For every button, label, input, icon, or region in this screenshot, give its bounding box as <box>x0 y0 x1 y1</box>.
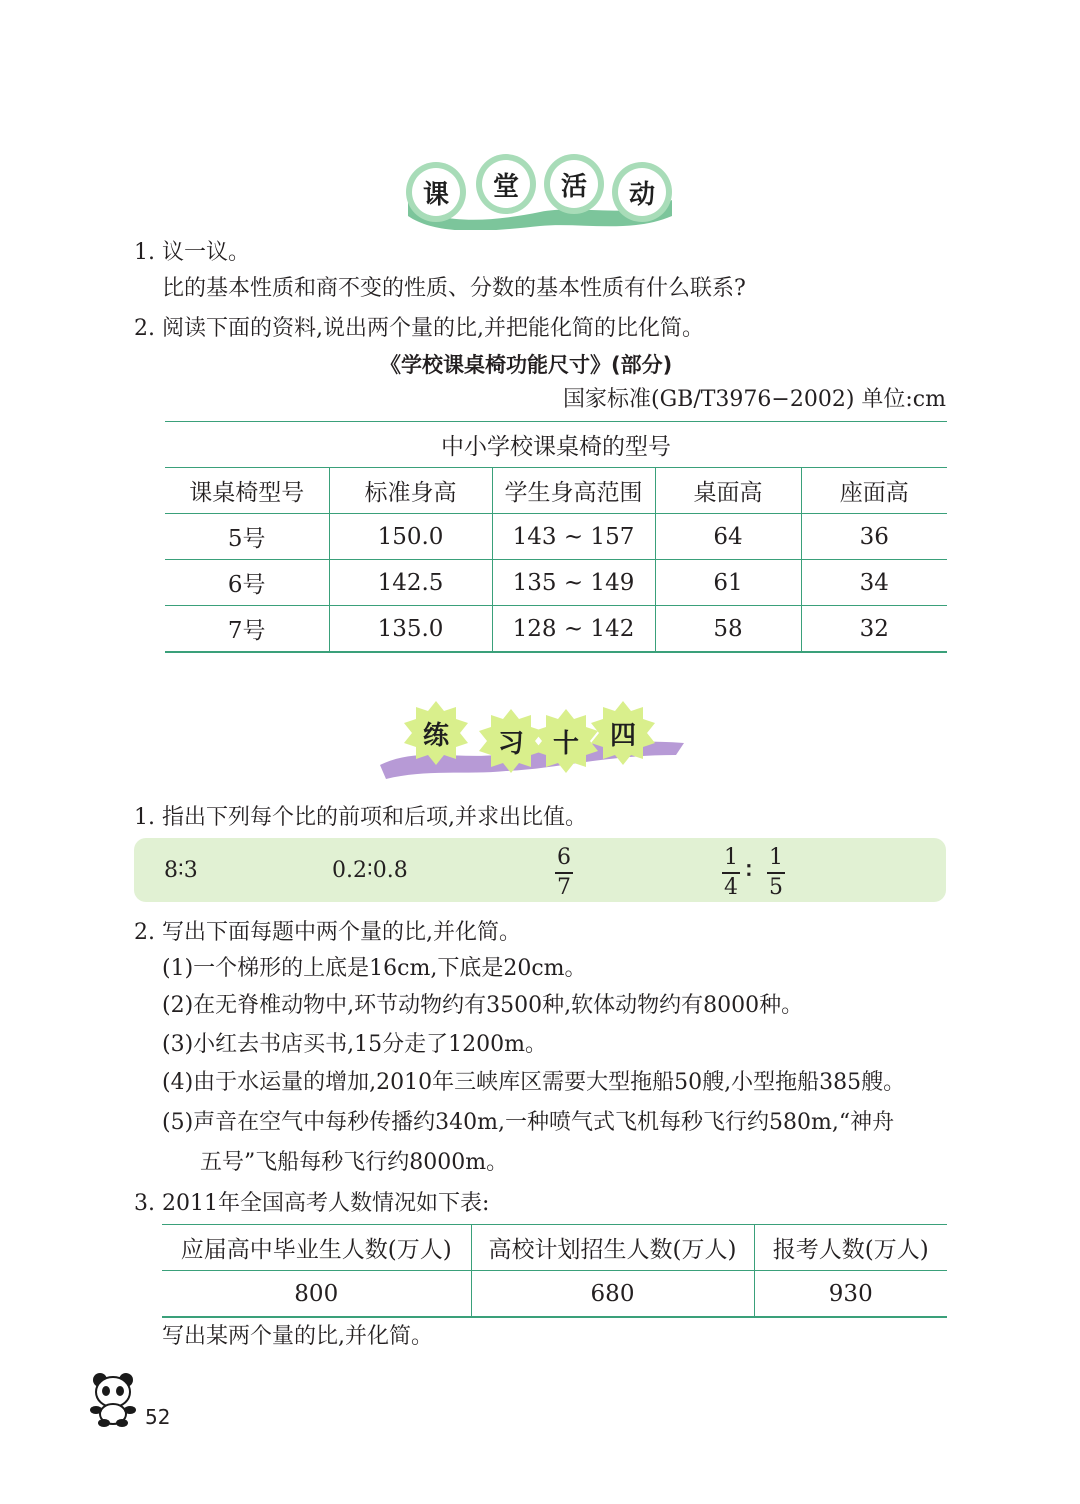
table-cell: 142.5 <box>329 560 492 606</box>
banner-char: 动 <box>628 179 655 210</box>
fraction <box>555 847 573 899</box>
fraction-bar <box>722 872 740 874</box>
exercise-banner <box>376 695 688 785</box>
sub-question: (3)小红去书店买书,15分走了1200m。 <box>162 1032 548 1057</box>
table-caption: 中小学校课桌椅的型号 <box>441 434 671 460</box>
fraction <box>767 847 785 899</box>
sub-question: (1)一个梯形的上底是16cm,下底是20cm。 <box>162 956 587 981</box>
table-cell: 58 <box>655 606 801 653</box>
table-header-row <box>165 468 947 514</box>
table-cell: 143 ~ 157 <box>492 514 655 560</box>
ratio-item: 8∶3 <box>164 858 198 883</box>
question-title: 2. 写出下面每题中两个量的比,并化简。 <box>134 920 521 945</box>
table-cell: 680 <box>471 1271 754 1318</box>
table-header-row <box>162 1225 947 1271</box>
banner-char: 习 <box>497 728 524 759</box>
ratio-item: 0.2∶0.8 <box>332 858 408 883</box>
fraction-denominator: 7 <box>557 874 571 900</box>
sub-question-continued: 五号”飞船每秒飞行约8000m。 <box>200 1150 509 1175</box>
fraction-numerator: 1 <box>724 845 738 870</box>
table-header: 座面高 <box>801 468 947 514</box>
question-footer: 写出某两个量的比,并化简。 <box>162 1324 433 1349</box>
banner-char: 堂 <box>492 171 519 202</box>
banner-char: 十 <box>552 728 579 759</box>
question-title: 1. 指出下列每个比的前项和后项,并求出比值。 <box>134 805 587 830</box>
fraction-bar <box>767 872 785 874</box>
table-row <box>165 560 947 606</box>
question-title: 1. 议一议。 <box>134 240 250 265</box>
panda-icon <box>86 1370 140 1428</box>
sub-question: (4)由于水运量的增加,2010年三峡库区需要大型拖船50艘,小型拖船385艘。 <box>162 1070 906 1095</box>
table-cell: 6号 <box>227 572 266 598</box>
fraction <box>722 847 740 899</box>
table-header: 报考人数(万人) <box>754 1225 947 1271</box>
sub-question: (2)在无脊椎动物中,环节动物约有3500种,软体动物约有8000种。 <box>162 993 804 1018</box>
table-cell: 64 <box>655 514 801 560</box>
exam-table <box>162 1224 947 1318</box>
table-row <box>162 1271 947 1318</box>
table-cell: 36 <box>801 514 947 560</box>
fraction-bar <box>555 872 573 874</box>
fraction-numerator: 6 <box>557 845 571 870</box>
fraction-denominator: 5 <box>769 874 783 900</box>
table-cell: 32 <box>801 606 947 653</box>
desk-size-table <box>165 421 947 653</box>
table-header: 应届高中毕业生人数(万人) <box>180 1237 452 1263</box>
banner-char: 四 <box>609 720 636 751</box>
table-cell: 128 ~ 142 <box>492 606 655 653</box>
table-cell: 34 <box>801 560 947 606</box>
table-header: 课桌椅型号 <box>189 480 305 506</box>
ratio-colon: ∶ <box>746 858 752 884</box>
banner-char: 练 <box>422 720 449 751</box>
table-header: 桌面高 <box>655 468 801 514</box>
table-caption-row <box>165 422 947 468</box>
table-cell: 150.0 <box>329 514 492 560</box>
table-cell: 135 ~ 149 <box>492 560 655 606</box>
table-header: 标准身高 <box>329 468 492 514</box>
table-cell: 61 <box>655 560 801 606</box>
table-header: 学生身高范围 <box>492 468 655 514</box>
table-row <box>165 514 947 560</box>
fraction-numerator: 1 <box>769 845 783 870</box>
activity-banner <box>400 150 680 230</box>
table-cell: 800 <box>294 1280 339 1307</box>
table-header: 高校计划招生人数(万人) <box>471 1225 754 1271</box>
banner-char: 活 <box>560 171 587 202</box>
table-cell: 135.0 <box>329 606 492 653</box>
table-source: 国家标准(GB/T3976−2002) 单位:cm <box>563 387 946 412</box>
fraction-denominator: 4 <box>724 874 738 900</box>
banner-char: 课 <box>422 179 449 210</box>
question-text: 比的基本性质和商不变的性质、分数的基本性质有什么联系? <box>162 276 746 301</box>
page-number: 52 <box>145 1405 171 1429</box>
table-row <box>165 606 947 653</box>
table-cell: 930 <box>754 1271 947 1318</box>
question-title: 3. 2011年全国高考人数情况如下表: <box>134 1191 490 1216</box>
ratio-box <box>134 838 946 902</box>
table-cell: 7号 <box>227 618 266 644</box>
table-title: 《学校课桌椅功能尺寸》(部分) <box>380 353 673 377</box>
sub-question: (5)声音在空气中每秒传播约340m,一种喷气式飞机每秒飞行约580m,“神舟 <box>162 1110 895 1135</box>
table-cell: 5号 <box>227 526 266 552</box>
question-title: 2. 阅读下面的资料,说出两个量的比,并把能化简的比化简。 <box>134 316 704 341</box>
